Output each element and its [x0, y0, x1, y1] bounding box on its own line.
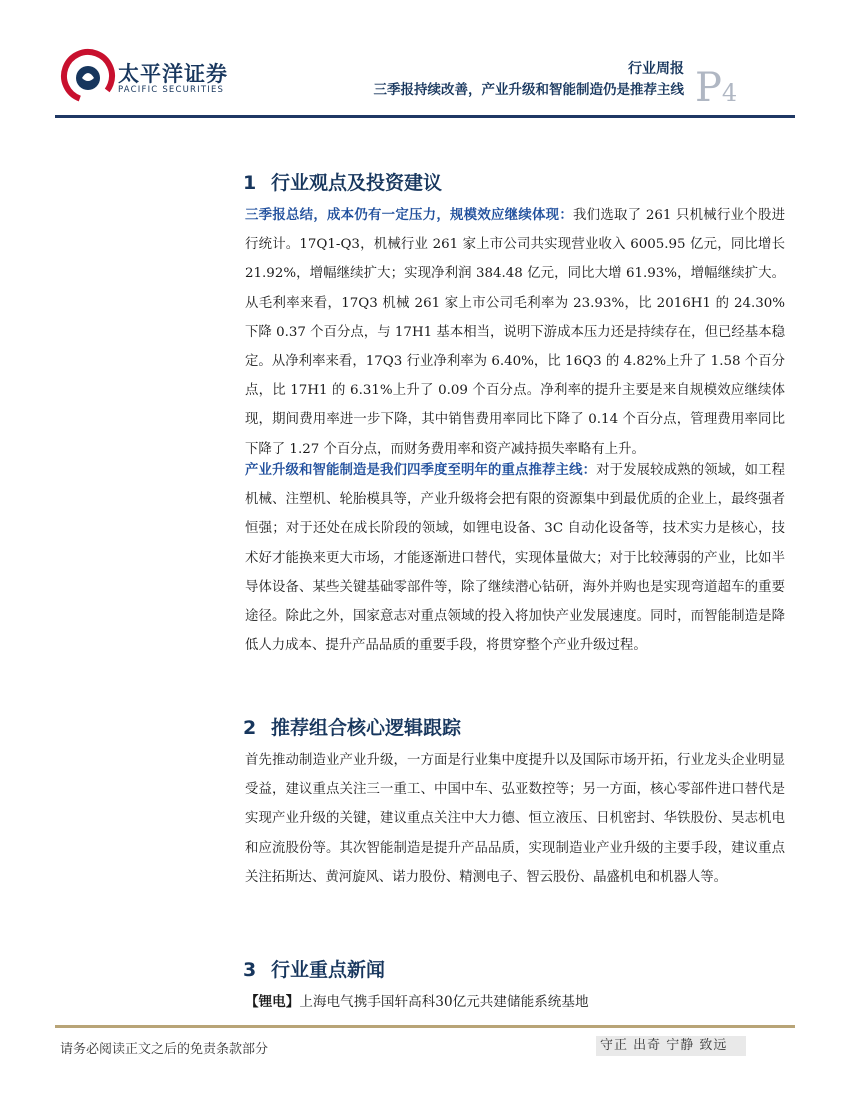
section-1-paragraph-1: [245, 201, 785, 464]
section-1-heading: [243, 168, 442, 195]
brand-name-cn: 太平洋证券: [118, 62, 228, 86]
section-1-paragraph-2: [245, 456, 785, 660]
paragraph-text: 我们选取了 261 只机械行业个股进行统计。17Q1-Q3，机械行业 261 家上市公司共实现营业收入 6005.95 亿元，同比增长 21.92%，增幅继续扩大；实现净利润 384.48 亿元，同比大增 61.93%，增幅继续扩大。从毛利率来看，17Q3 机械 261 家上市公司毛利率为 23.93%，比 2016H1 的 24.30%下降 0.37 个百分点，与 17H1 基本相当，说明下游成本压力还是持续存在，但已经基本稳定。从净利率来看，17Q3 行业净利率为 6.40%，比 16Q3 的 4.82%上升了 1.58 个百分点，比 17H1 的 6.31%上升了 0.09 个百分点。净利率的提升主要是来自规模效应继续体现，期间费用率进一步下降，其中销售费用率同比下降了 0.14 个百分点，管理费用率同比下降了 1.27 个百分点，而财务费用率和资产减持损失率略有上升。: [245, 208, 786, 457]
section-title: 行业观点及投资建议: [271, 172, 443, 194]
paragraph-text: 对于发展较成熟的领域，如工程机械、注塑机、轮胎模具等，产业升级将会把有限的资源集中到最优质的企业上，最终强者恒强；对于还处在成长阶段的领域，如锂电设备、3C 自动化设备等，技术实力是核心，技术好才能换来更大市场，才能逐渐进口替代，实现体量做大；对于比较薄弱的产业，比如半导体设备、某些关键基础零部件等，除了继续潜心钻研，海外并购也是实现弯道超车的重要途径。除此之外，国家意志对重点领域的投入将加快产业发展速度。同时，而智能制造是降低人力成本、提升产品品质的重要手段，将贯穿整个产业升级过程。: [245, 463, 786, 654]
section-3-heading: [243, 955, 385, 982]
page-letter: P: [695, 65, 722, 111]
footer-motto: 守正 出奇 宁静 致远: [596, 1036, 746, 1056]
header-divider: [55, 115, 795, 118]
paragraph-lead: 三季报总结，成本仍有一定压力，规模效应继续体现：: [245, 207, 573, 223]
news-headline: 上海电气携手国轩高科30亿元共建储能系统基地: [299, 994, 589, 1010]
section-number: 2: [243, 717, 257, 739]
section-number: 1: [243, 172, 257, 194]
section-title: 推荐组合核心逻辑跟踪: [271, 717, 462, 739]
brand-name-en: PACIFIC SECURITIES: [118, 85, 225, 95]
footer-disclaimer: 请务必阅读正文之后的免责条款部分: [60, 1042, 269, 1057]
section-title: 行业重点新闻: [271, 959, 386, 981]
paragraph-text: 首先推动制造业产业升级，一方面是行业集中度提升以及国际市场开拓，行业龙头企业明显受益，建议重点关注三一重工、中国中车、弘亚数控等；另一方面，核心零部件进口替代是实现产业升级的关键，建议重点关注中大力德、恒立液压、日机密封、华铁股份、昊志机电和应流股份等。其次智能制造是提升产品品质，实现制造业产业升级的主要手段，建议重点关注拓斯达、黄河旋风、诺力股份、精测电子、智云股份、晶盛机电和机器人等。: [245, 753, 785, 885]
report-title: 三季报持续改善，产业升级和智能制造仍是推荐主线: [373, 82, 684, 98]
logo-emblem-icon: [60, 48, 116, 104]
page-digit: 4: [721, 79, 738, 107]
footer-divider: [55, 1025, 795, 1028]
report-type: 行业周报: [628, 61, 684, 77]
news-item: [245, 990, 589, 1010]
section-number: 3: [243, 959, 257, 981]
paragraph-lead: 产业升级和智能制造是我们四季度至明年的重点推荐主线：: [245, 462, 597, 478]
company-logo: [60, 48, 230, 104]
section-2-paragraph-1: [245, 746, 785, 892]
news-category: 【锂电】: [245, 994, 300, 1010]
page-number: [695, 65, 738, 111]
section-2-heading: [243, 713, 461, 740]
